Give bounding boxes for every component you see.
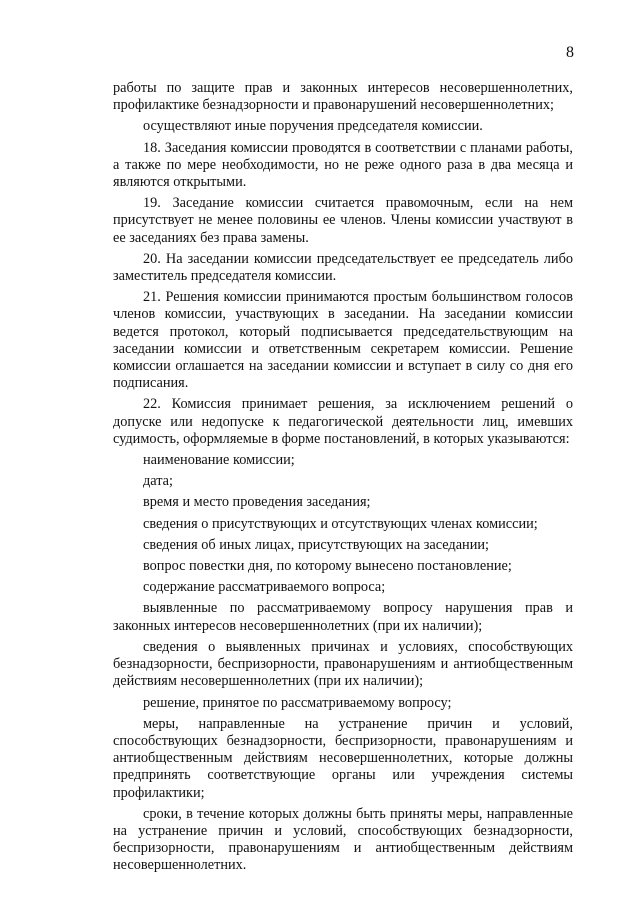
paragraph-commission-duties-end: осуществляют иные поручения председателя комиссии.: [143, 118, 483, 135]
list-item-deadlines: сроки, в течение которых должны быть приняты меры, направленные на устранение причин и условий, способствующих безнадзорности, беспризорности, правонарушениям и антиобщественным действиям несовершеннолетних.: [113, 805, 573, 874]
page-number: 8: [566, 44, 574, 61]
list-item-time-place: время и место проведения заседания;: [143, 494, 371, 511]
list-item-decision: решение, принятое по рассматриваемому вопросу;: [143, 694, 452, 711]
paragraph-continued: работы по защите прав и законных интересов несовершеннолетних, профилактике безнадзорности и правонарушений несовершеннолетних;: [113, 80, 573, 114]
list-item-agenda-question: вопрос повестки дня, по которому вынесено постановление;: [143, 558, 512, 575]
list-item-other-persons: сведения об иных лицах, присутствующих на заседании;: [143, 536, 489, 553]
list-item-measures: меры, направленные на устранение причин и условий, способствующих безнадзорности, беспризорности, правонарушениям и антиобщественным действиям несовершеннолетних, которые должны предпринять соответствующие органы или учреждения системы профилактики;: [113, 715, 573, 801]
paragraph-21: 21. Решения комиссии принимаются простым большинством голосов членов комиссии, участвующих в заседании. На заседании комиссии ведется протокол, который подписывается председательствующим на заседании комиссии и ответственным секретарем комиссии. Решение комиссии оглашается на заседании комиссии и вступает в силу со дня его подписания.: [113, 289, 573, 392]
list-item-date: дата;: [143, 473, 173, 490]
list-item-causes: сведения о выявленных причинах и условиях, способствующих безнадзорности, беспризорности, правонарушениям и антиобщественным действиям несовершеннолетних (при их наличии);: [113, 638, 573, 690]
list-item-commission-name: наименование комиссии;: [143, 452, 295, 469]
paragraph-22: 22. Комиссия принимает решения, за исключением решений о допуске или недопуске к педагогической деятельности лиц, имевших судимость, оформляемые в форме постановлений, в которых указываются:: [113, 396, 573, 447]
document-body: [113, 80, 573, 879]
paragraph-20: 20. На заседании комиссии председательствует ее председатель либо заместитель председателя комиссии.: [113, 250, 573, 285]
list-item-question-content: содержание рассматриваемого вопроса;: [143, 579, 386, 596]
list-item-members-present: сведения о присутствующих и отсутствующих членах комиссии;: [143, 515, 538, 532]
paragraph-19: 19. Заседание комиссии считается правомочным, если на нем присутствует не менее половины ее членов. Члены комиссии участвуют в ее заседаниях без права замены.: [113, 195, 573, 246]
list-item-violations: выявленные по рассматриваемому вопросу нарушения прав и законных интересов несовершеннолетних (при их наличии);: [113, 600, 573, 634]
paragraph-18: 18. Заседания комиссии проводятся в соответствии с планами работы, а также по мере необходимости, но не реже одного раза в два месяца и являются открытыми.: [113, 139, 573, 191]
